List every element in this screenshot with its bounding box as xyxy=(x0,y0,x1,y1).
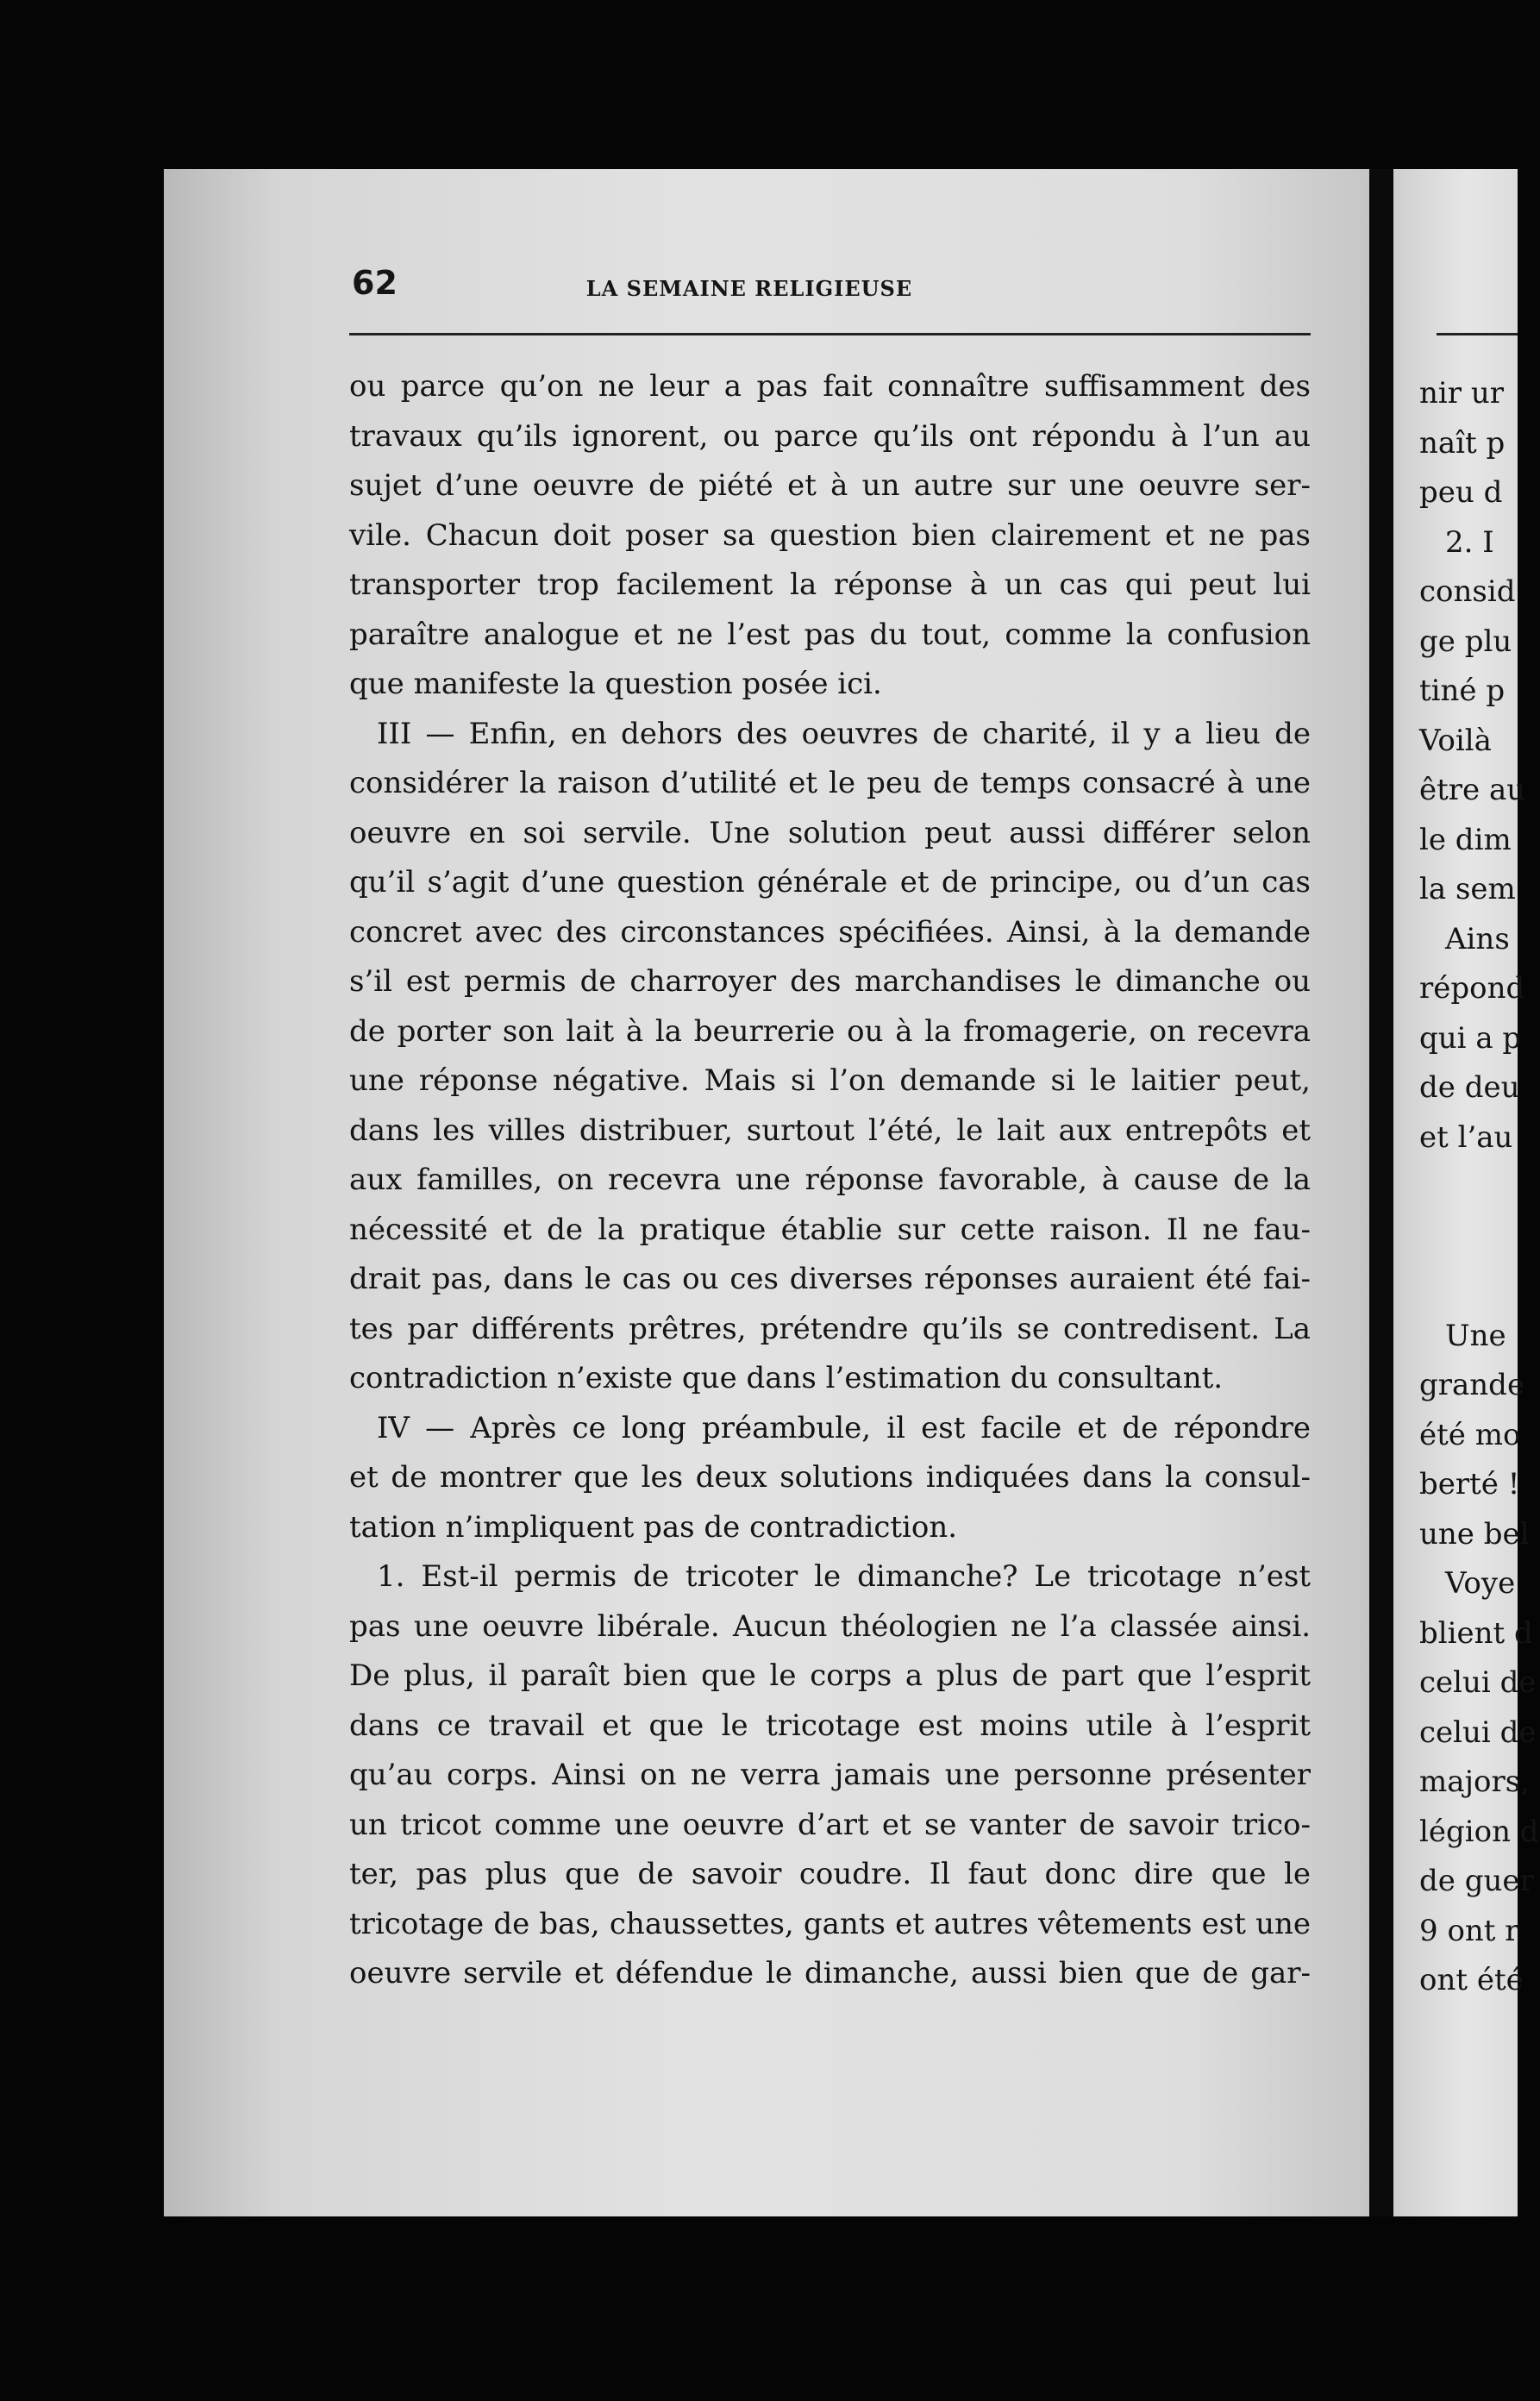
right-text-line: le dim xyxy=(1419,822,1512,857)
text-line: qu’il s’agit d’une question générale et de principe, ou d’un cas xyxy=(349,865,1311,900)
book-gutter xyxy=(1369,169,1393,2216)
right-text-line xyxy=(1419,1213,1540,1263)
right-text-line: légion d xyxy=(1419,1814,1539,1849)
right-text-line: qui a p xyxy=(1419,1020,1522,1056)
text-line: qu’au corps. Ainsi on ne verra jamais une personne présenter xyxy=(349,1758,1311,1792)
text-line: un tricot comme une oeuvre d’art et se vanter de savoir trico- xyxy=(349,1807,1311,1842)
right-text-line: la sem xyxy=(1419,872,1516,906)
text-line: ou parce qu’on ne leur a pas fait connaître suffisamment des xyxy=(349,369,1311,404)
text-line: 1. Est-il permis de tricoter le dimanche? Le tricotage n’est xyxy=(377,1559,1311,1594)
right-text-line: Ains xyxy=(1445,921,1510,956)
right-text-line xyxy=(1419,1163,1540,1213)
right-header-rule xyxy=(1437,333,1518,335)
text-line: De plus, il paraît bien que le corps a plus de part que l’esprit xyxy=(349,1658,1311,1693)
right-text-line: consid xyxy=(1419,574,1516,609)
right-text-line: naît p xyxy=(1419,425,1506,461)
text-line: travaux qu’ils ignorent, ou parce qu’ils ont répondu à l’un au xyxy=(349,418,1311,454)
text-line: considérer la raison d’utilité et le peu de temps consacré à une xyxy=(349,766,1311,800)
right-text-line: nir ur xyxy=(1419,376,1504,411)
right-page-text xyxy=(1419,369,1540,2006)
text-line: dans ce travail et que le tricotage est moins utile à l’esprit xyxy=(349,1708,1311,1743)
body-text xyxy=(349,362,1311,1999)
right-text-line: Voilà xyxy=(1419,723,1492,758)
header-rule xyxy=(349,333,1311,335)
text-line: de porter son lait à la beurrerie ou à la fromagerie, on recevra xyxy=(349,1013,1311,1049)
text-line: dans les villes distribuer, surtout l’été, le lait aux entrepôts et xyxy=(349,1113,1311,1148)
right-text-line: de guer xyxy=(1419,1864,1534,1898)
text-line: et de montrer que les deux solutions indiquées dans la consul- xyxy=(349,1460,1311,1495)
right-text-line: grande xyxy=(1419,1368,1525,1402)
text-line: tricotage de bas, chaussettes, gants et autres vêtements est une xyxy=(349,1906,1311,1941)
text-line: pas une oeuvre libérale. Aucun théologien ne l’a classée ainsi. xyxy=(349,1608,1311,1644)
right-text-line: 2. I xyxy=(1445,524,1494,560)
text-line: s’il est permis de charroyer des marchandises le dimanche ou xyxy=(349,964,1311,999)
text-line: vile. Chacun doit poser sa question bien clairement et ne pas xyxy=(349,517,1311,553)
text-line: III — Enfin, en dehors des oeuvres de charité, il y a lieu de xyxy=(377,716,1311,751)
right-text-line: 9 ont r xyxy=(1419,1913,1519,1948)
right-text-line: celui de xyxy=(1419,1665,1537,1700)
right-text-line: été mo xyxy=(1419,1417,1521,1452)
right-text-line: Une xyxy=(1445,1318,1506,1353)
text-line: nécessité et de la pratique établie sur cette raison. Il ne fau- xyxy=(349,1212,1311,1247)
text-line: une réponse négative. Mais si l’on demande si le laitier peut, xyxy=(349,1063,1311,1098)
right-text-line: ge plu xyxy=(1419,624,1512,659)
text-line: tation n’impliquent pas de contradiction. xyxy=(349,1509,958,1545)
right-text-line: répond xyxy=(1419,971,1525,1006)
right-text-line: Voye xyxy=(1445,1566,1516,1601)
right-text-line: être au xyxy=(1419,773,1526,807)
text-line: concret avec des circonstances spécifiées. Ainsi, à la demande xyxy=(349,914,1311,950)
text-line: IV — Après ce long préambule, il est facile et de répondre xyxy=(377,1410,1311,1445)
text-line: sujet d’une oeuvre de piété et à un autre sur une oeuvre ser- xyxy=(349,468,1311,503)
right-text-line xyxy=(1419,1262,1540,1312)
text-line: contradiction n’existe que dans l’estimation du consultant. xyxy=(349,1361,1224,1395)
text-line: que manifeste la question posée ici. xyxy=(349,667,882,701)
right-text-line: blient d xyxy=(1419,1615,1533,1651)
text-line: aux familles, on recevra une réponse favorable, à cause de la xyxy=(349,1163,1311,1197)
page-number: 62 xyxy=(352,264,398,302)
right-text-line: peu d xyxy=(1419,475,1503,510)
right-text-line: majors, xyxy=(1419,1765,1531,1799)
right-text-line: et l’au xyxy=(1419,1119,1513,1155)
text-line: oeuvre en soi servile. Une solution peut aussi différer selon xyxy=(349,815,1311,850)
text-line: tes par différents prêtres, prétendre qu’ils se contredisent. La xyxy=(349,1311,1311,1346)
right-text-line: une bel xyxy=(1419,1516,1530,1552)
right-text-line: celui de xyxy=(1419,1715,1537,1750)
running-title: LA SEMAINE RELIGIEUSE xyxy=(585,276,913,301)
right-text-line: de deu xyxy=(1419,1070,1520,1105)
right-text-line: tiné p xyxy=(1419,674,1506,708)
text-line: paraître analogue et ne l’est pas du tout, comme la confusion xyxy=(349,617,1311,652)
right-text-line: berté ! xyxy=(1419,1467,1520,1501)
text-line: ter, pas plus que de savoir coudre. Il faut donc dire que le xyxy=(349,1857,1311,1891)
text-line: oeuvre servile et défendue le dimanche, aussi bien que de gar- xyxy=(349,1956,1311,1990)
text-line: transporter trop facilement la réponse à un cas qui peut lui xyxy=(349,567,1311,602)
text-line: drait pas, dans le cas ou ces diverses réponses auraient été fai- xyxy=(349,1262,1311,1296)
right-text-line: ont été xyxy=(1419,1963,1524,1997)
page-header xyxy=(188,264,1311,307)
right-page xyxy=(1393,169,1539,2216)
